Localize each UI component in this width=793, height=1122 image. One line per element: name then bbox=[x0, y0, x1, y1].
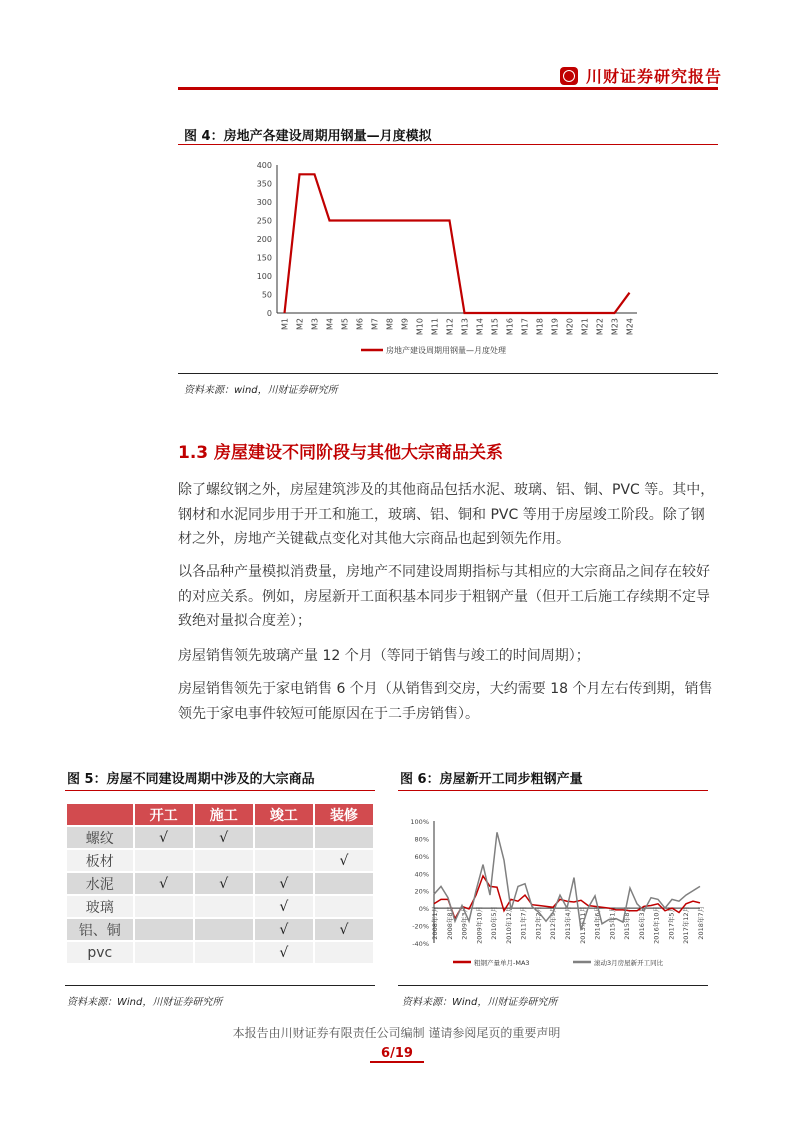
table-cell: √ bbox=[195, 873, 253, 894]
y-tick-label: 250 bbox=[256, 216, 272, 226]
x-tick-label: 2015年1月 bbox=[608, 906, 617, 940]
x-tick-label: M7 bbox=[370, 318, 380, 330]
x-tick-label: 2010年5月 bbox=[490, 906, 499, 940]
x-tick-label: 2012年9月 bbox=[549, 906, 558, 940]
fig4-bottom-rule bbox=[178, 373, 718, 374]
legend-label: 滚动3月房屋新开工同比 bbox=[594, 959, 664, 967]
y-tick-label: 20% bbox=[414, 887, 429, 896]
x-tick-label: M22 bbox=[595, 318, 605, 336]
table-cell bbox=[255, 850, 313, 871]
fig5-source: 资料来源：Wind，川财证券研究所 bbox=[67, 997, 223, 1008]
table-cell bbox=[135, 942, 193, 963]
y-tick-label: 100 bbox=[256, 272, 272, 281]
table-cell: √ bbox=[135, 827, 193, 848]
table-cell: √ bbox=[315, 919, 373, 940]
y-tick-label: 400 bbox=[256, 161, 272, 170]
table-cell bbox=[315, 896, 373, 917]
header-divider bbox=[178, 87, 718, 90]
y-tick-label: 80% bbox=[414, 835, 429, 844]
table-row bbox=[67, 942, 373, 963]
x-tick-label: M11 bbox=[430, 318, 440, 336]
x-tick-label: M1 bbox=[280, 318, 290, 330]
y-tick-label: 150 bbox=[256, 253, 272, 263]
x-tick-label: M5 bbox=[340, 318, 350, 330]
paragraph-3: 房屋销售领先玻璃产量 12 个月（等同于销售与竣工的时间周期）； bbox=[178, 648, 590, 664]
table-cell: √ bbox=[255, 896, 313, 917]
table-cell: 水泥 bbox=[67, 873, 133, 894]
table-cell: 板材 bbox=[67, 850, 133, 871]
page-number: 6/19 bbox=[370, 1046, 424, 1063]
x-tick-label: M10 bbox=[415, 318, 425, 336]
x-tick-label: 2011年7月 bbox=[519, 906, 528, 940]
y-tick-label: -20% bbox=[412, 922, 429, 931]
y-tick-label: 350 bbox=[256, 179, 272, 189]
x-tick-label: 2016年10月 bbox=[652, 906, 661, 944]
table-row bbox=[67, 827, 373, 848]
y-tick-label: 0 bbox=[266, 309, 272, 318]
x-tick-label: M15 bbox=[490, 318, 500, 336]
header-brand bbox=[560, 64, 722, 87]
x-tick-label: 2009年10月 bbox=[475, 906, 484, 944]
table-header-cell: 装修 bbox=[315, 804, 373, 825]
x-tick-label: M14 bbox=[475, 318, 485, 336]
table-row bbox=[67, 850, 373, 871]
x-tick-label: 2008年1月 bbox=[431, 906, 439, 940]
x-tick-label: 2014年6月 bbox=[593, 906, 602, 940]
table-cell bbox=[135, 850, 193, 871]
table-cell: pvc bbox=[67, 942, 133, 963]
table-cell bbox=[195, 919, 253, 940]
x-tick-label: M8 bbox=[385, 318, 395, 330]
table-row bbox=[67, 873, 373, 894]
x-tick-label: M4 bbox=[325, 318, 335, 330]
y-tick-label: 60% bbox=[414, 852, 429, 861]
table-row bbox=[67, 919, 373, 940]
x-tick-label: M16 bbox=[505, 318, 515, 336]
table-cell bbox=[135, 919, 193, 940]
section-heading: 1.3 房屋建设不同阶段与其他大宗商品关系 bbox=[178, 443, 504, 463]
x-tick-label: M3 bbox=[310, 318, 320, 330]
x-tick-label: 2017年12月 bbox=[682, 906, 691, 944]
table-cell: 螺纹 bbox=[67, 827, 133, 848]
y-tick-label: 100% bbox=[410, 818, 429, 826]
company-logo-icon bbox=[560, 67, 578, 85]
table-cell: √ bbox=[255, 942, 313, 963]
fig6-title: 图 6：房屋新开工同步粗钢产量 bbox=[400, 772, 583, 787]
y-tick-label: 50 bbox=[261, 290, 272, 300]
fig6-title-rule bbox=[398, 790, 708, 791]
legend-label: 房地产建设周期用钢量—月度处理 bbox=[386, 346, 506, 355]
x-tick-label: 2009年3月 bbox=[460, 906, 469, 940]
table-cell bbox=[195, 850, 253, 871]
x-tick-label: M23 bbox=[610, 318, 620, 336]
x-tick-label: 2013年11月 bbox=[578, 906, 587, 944]
table-cell bbox=[315, 942, 373, 963]
table-cell: √ bbox=[195, 827, 253, 848]
x-tick-label: 2008年8月 bbox=[445, 906, 454, 940]
fig5-title: 图 5：房屋不同建设周期中涉及的大宗商品 bbox=[67, 772, 315, 787]
table-header-cell bbox=[67, 804, 133, 825]
x-tick-label: 2018年7月 bbox=[697, 906, 705, 940]
table-cell bbox=[315, 827, 373, 848]
fig6-bottom-rule bbox=[398, 985, 708, 986]
table-cell: 铝、铜 bbox=[67, 919, 133, 940]
table-header-row bbox=[67, 804, 373, 825]
fig6-chart bbox=[398, 800, 710, 975]
fig4-title: 图 4：房地产各建设周期用钢量—月度模拟 bbox=[184, 129, 432, 144]
x-tick-label: M18 bbox=[535, 318, 545, 336]
x-tick-label: M21 bbox=[580, 318, 590, 336]
x-tick-label: M24 bbox=[625, 318, 635, 336]
x-tick-label: M2 bbox=[295, 318, 305, 330]
table-cell: √ bbox=[255, 919, 313, 940]
table-cell bbox=[195, 896, 253, 917]
x-tick-label: M6 bbox=[355, 318, 365, 330]
footer-disclaimer: 本报告由川财证券有限责任公司编制 谨请参阅尾页的重要声明 bbox=[232, 1026, 561, 1040]
x-tick-label: 2010年12月 bbox=[504, 906, 513, 944]
table-cell bbox=[195, 942, 253, 963]
table-header-cell: 施工 bbox=[195, 804, 253, 825]
x-tick-label: 2016年3月 bbox=[637, 906, 646, 940]
x-tick-label: M17 bbox=[520, 318, 530, 336]
table-cell: √ bbox=[255, 873, 313, 894]
fig4-chart bbox=[178, 150, 718, 365]
table-cell bbox=[135, 896, 193, 917]
table-cell: √ bbox=[135, 873, 193, 894]
x-tick-label: M12 bbox=[445, 318, 455, 336]
paragraph-2: 以各品种产量模拟消费量，房地产不同建设周期指标与其相应的大宗商品之间存在较好的对应关系。例如，房屋新开工面积基本同步于粗钢产量（但开工后施工存续期不定导致绝对量拟合度差）； bbox=[178, 564, 710, 630]
fig5-table bbox=[65, 802, 375, 965]
table-cell: √ bbox=[315, 850, 373, 871]
legend-label: 粗钢产量单月-MA3 bbox=[474, 959, 530, 967]
x-tick-label: M20 bbox=[565, 318, 575, 336]
y-tick-label: 200 bbox=[256, 235, 272, 244]
y-tick-label: -40% bbox=[412, 940, 429, 948]
fig4-title-rule bbox=[178, 144, 718, 145]
table-cell bbox=[255, 827, 313, 848]
brand-name: 川财证券研究报告 bbox=[586, 67, 723, 86]
x-tick-label: M9 bbox=[400, 318, 410, 330]
x-tick-label: M19 bbox=[550, 318, 560, 336]
fig5-title-rule bbox=[65, 790, 375, 791]
paragraph-4: 房屋销售领先于家电销售 6 个月（从销售到交房，大约需要 18 个月左右传到期，销售领先于家电事件较短可能原因在于二手房销售）。 bbox=[178, 681, 713, 722]
x-tick-label: 2013年4月 bbox=[564, 906, 572, 940]
fig5-bottom-rule bbox=[65, 985, 375, 986]
paragraph-1: 除了螺纹钢之外，房屋建筑涉及的其他商品包括水泥、玻璃、铝、铜、PVC 等。其中，钢材和水泥同步用于开工和施工，玻璃、铝、铜和 PVC 等用于房屋竣工阶段。除了钢材之外，房地产关键截点变化对其他大宗商品也起到领先作用。 bbox=[178, 482, 715, 548]
series-line bbox=[285, 174, 630, 313]
table-header-cell: 开工 bbox=[135, 804, 193, 825]
x-tick-label: M13 bbox=[460, 318, 470, 336]
y-tick-label: 40% bbox=[414, 870, 429, 879]
table-cell bbox=[315, 873, 373, 894]
y-tick-label: 0% bbox=[418, 905, 429, 914]
x-tick-label: 2017年5月 bbox=[667, 906, 676, 940]
fig4-source: 资料来源：wind，川财证券研究所 bbox=[184, 385, 338, 396]
x-tick-label: 2012年2月 bbox=[534, 906, 543, 940]
table-header-cell: 竣工 bbox=[255, 804, 313, 825]
table-cell: 玻璃 bbox=[67, 896, 133, 917]
x-tick-label: 2015年8月 bbox=[623, 906, 632, 940]
fig6-source: 资料来源：Wind，川财证券研究所 bbox=[402, 997, 558, 1008]
y-tick-label: 300 bbox=[256, 198, 272, 207]
table-row bbox=[67, 896, 373, 917]
